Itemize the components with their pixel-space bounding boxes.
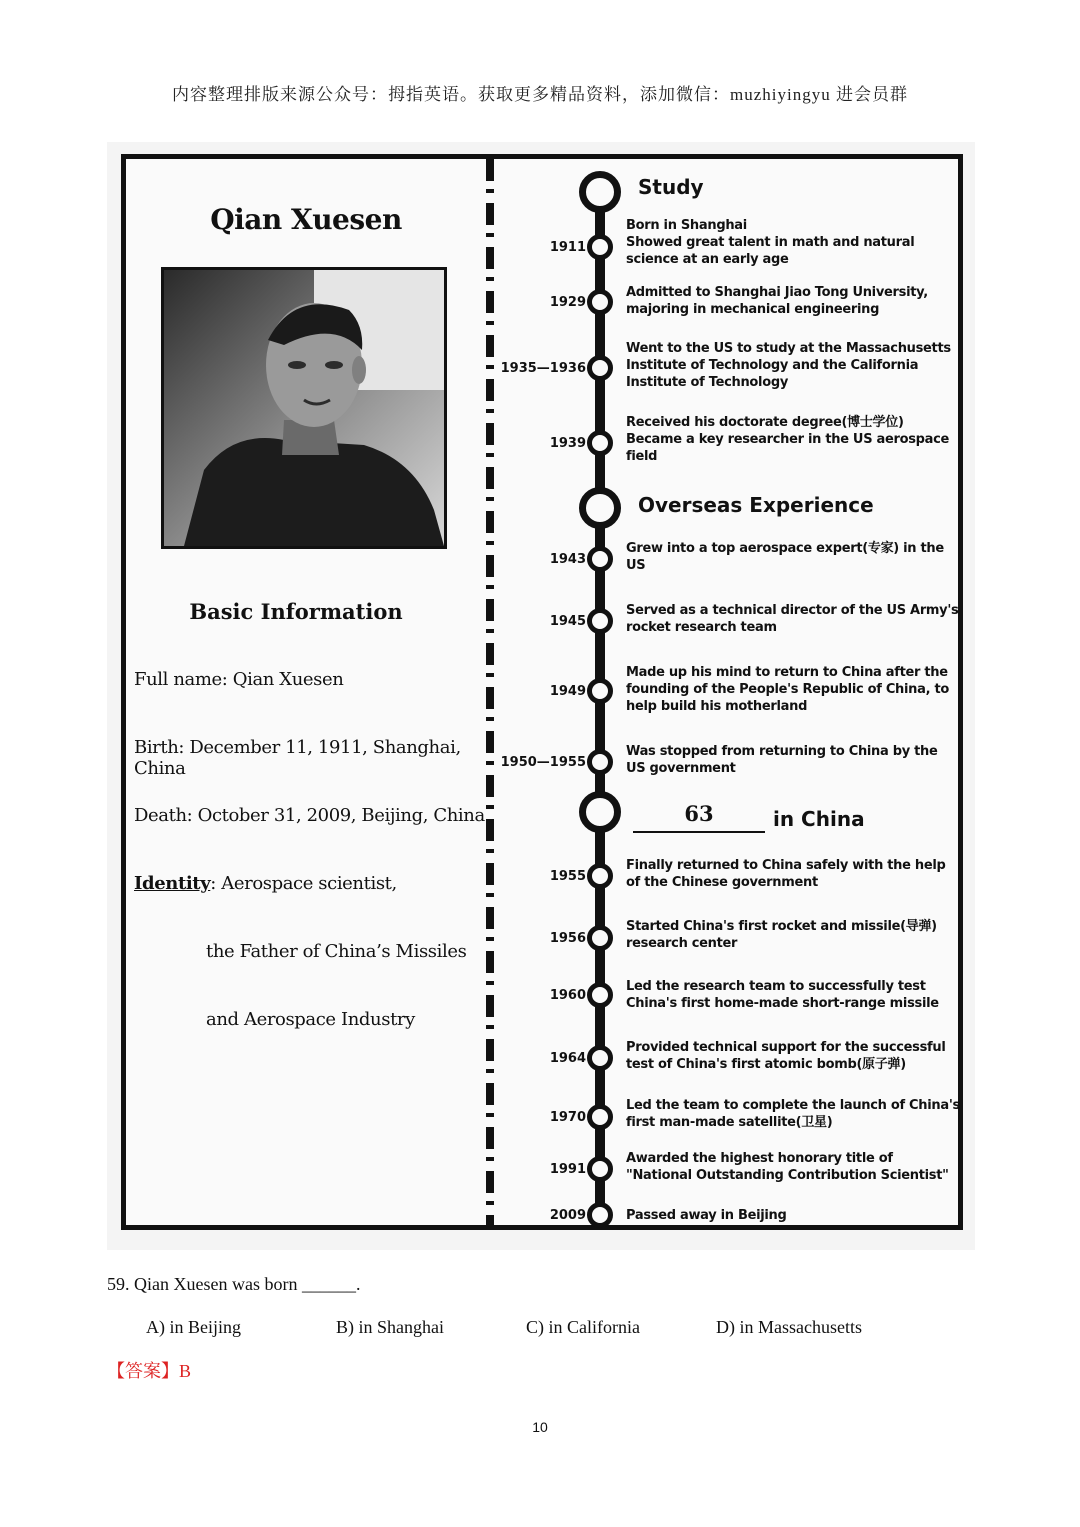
event-text: Finally returned to China safely with the help of the Chinese government (626, 858, 946, 890)
full-name-text: Full name: Qian Xuesen (134, 669, 344, 690)
event-node (587, 1202, 613, 1228)
event-year: 1991 (549, 1162, 586, 1177)
worksheet-frame (121, 154, 963, 1230)
event-text (626, 217, 961, 268)
identity-label: Identity (134, 873, 211, 894)
event-year: 2009 (549, 1208, 586, 1223)
portrait-photo (161, 267, 447, 549)
event-node (587, 925, 613, 951)
birth-text: Birth: December 11, 1911, Shanghai, China (134, 737, 461, 779)
event-node (587, 355, 613, 381)
section-title-overseas: Overseas Experience (638, 493, 874, 517)
event-node (587, 289, 613, 315)
event-text: Made up his mind to return to China after the founding of the People's Republic of China, to help build his motherland (626, 665, 950, 714)
answer-value: B (179, 1361, 192, 1381)
event-text-line: Received his doctorate degree(博士学位) (626, 415, 904, 430)
event-year: 1945 (549, 614, 586, 629)
event-year: 1950—1955 (500, 755, 586, 770)
event-node (587, 749, 613, 775)
event-text: Passed away in Beijing (626, 1208, 787, 1223)
dashed-divider (486, 159, 494, 1225)
event-text-line: Showed great talent in math and natural science at an early age (626, 235, 915, 267)
event-text: Served as a technical director of the US Army's rocket research team (626, 603, 959, 635)
event-text: Went to the US to study at the Massachusetts Institute of Technology and the California Institute of Technology (626, 341, 951, 390)
identity-value: : Aerospace scientist, (210, 873, 397, 894)
event-node (587, 546, 613, 572)
identity-line-3: and Aerospace Industry (206, 1009, 415, 1030)
event-node (587, 678, 613, 704)
death-text: Death: October 31, 2009, Beijing, China (134, 805, 485, 826)
identity-text (134, 873, 397, 894)
event-year: 1949 (549, 684, 586, 699)
event-year: 1960 (549, 988, 586, 1003)
event-node (587, 863, 613, 889)
page-header: 内容整理排版来源公众号：拇指英语。获取更多精品资料，添加微信：muzhiyingyu 进会员群 (172, 85, 908, 104)
timeline-column (498, 159, 964, 1225)
question-stem: 59. Qian Xuesen was born ______. (107, 1274, 361, 1294)
event-year: 1955 (549, 869, 586, 884)
event-year: 1970 (549, 1110, 586, 1125)
identity-line-2: the Father of China’s Missiles (206, 941, 467, 962)
event-text-line: Became a key researcher in the US aerospace field (626, 432, 950, 464)
event-year: 1964 (549, 1051, 586, 1066)
event-text: Led the research team to successfully test China's first home-made short-range missile (626, 979, 939, 1011)
section-node-overseas (579, 487, 621, 529)
answer-line (107, 1357, 191, 1383)
event-node (587, 1104, 613, 1130)
event-year: 1939 (549, 436, 586, 451)
person-name: Qian Xuesen (210, 203, 402, 236)
event-year: 1943 (549, 552, 586, 567)
fill-in-blank-line (633, 831, 765, 833)
profile-column (126, 159, 486, 1225)
page-number: 10 (532, 1419, 548, 1435)
event-node (587, 982, 613, 1008)
event-node (587, 430, 613, 456)
event-node (587, 1045, 613, 1071)
event-year: 1911 (549, 240, 586, 255)
event-text: Grew into a top aerospace expert(专家) in the US (626, 541, 944, 573)
section-title-study: Study (638, 175, 704, 199)
event-text: Was stopped from returning to China by the US government (626, 744, 938, 776)
event-text: Awarded the highest honorary title of "National Outstanding Contribution Scientist" (626, 1151, 949, 1183)
event-node (587, 1156, 613, 1182)
event-text: Provided technical support for the successful test of China's first atomic bomb(原子弹) (626, 1040, 946, 1072)
event-year: 1935—1936 (500, 361, 586, 376)
event-text-line: Born in Shanghai (626, 218, 747, 233)
event-text: Led the team to complete the launch of China's first man-made satellite(卫星) (626, 1098, 960, 1130)
event-year: 1956 (549, 931, 586, 946)
event-text: Started China's first rocket and missile(导弹) research center (626, 919, 937, 951)
option-d: D) in Massachusetts (716, 1317, 862, 1337)
portrait-image (164, 270, 444, 546)
section-suffix-china: in China (773, 807, 865, 831)
event-text (626, 414, 961, 465)
basic-info-heading: Basic Information (189, 599, 403, 624)
worksheet-scan (107, 142, 975, 1250)
section-node-china (579, 791, 621, 833)
event-node (587, 608, 613, 634)
section-title-china (633, 797, 953, 837)
event-node (587, 234, 613, 260)
option-a: A) in Beijing (146, 1317, 241, 1337)
option-b: B) in Shanghai (336, 1317, 444, 1337)
event-text: Admitted to Shanghai Jiao Tong University, majoring in mechanical engineering (626, 285, 928, 317)
option-c: C) in California (526, 1317, 640, 1337)
fill-in-blank-answer: 63 (684, 801, 714, 826)
answer-label: 【答案】 (107, 1361, 179, 1381)
event-year: 1929 (549, 295, 586, 310)
section-node-study (579, 171, 621, 213)
